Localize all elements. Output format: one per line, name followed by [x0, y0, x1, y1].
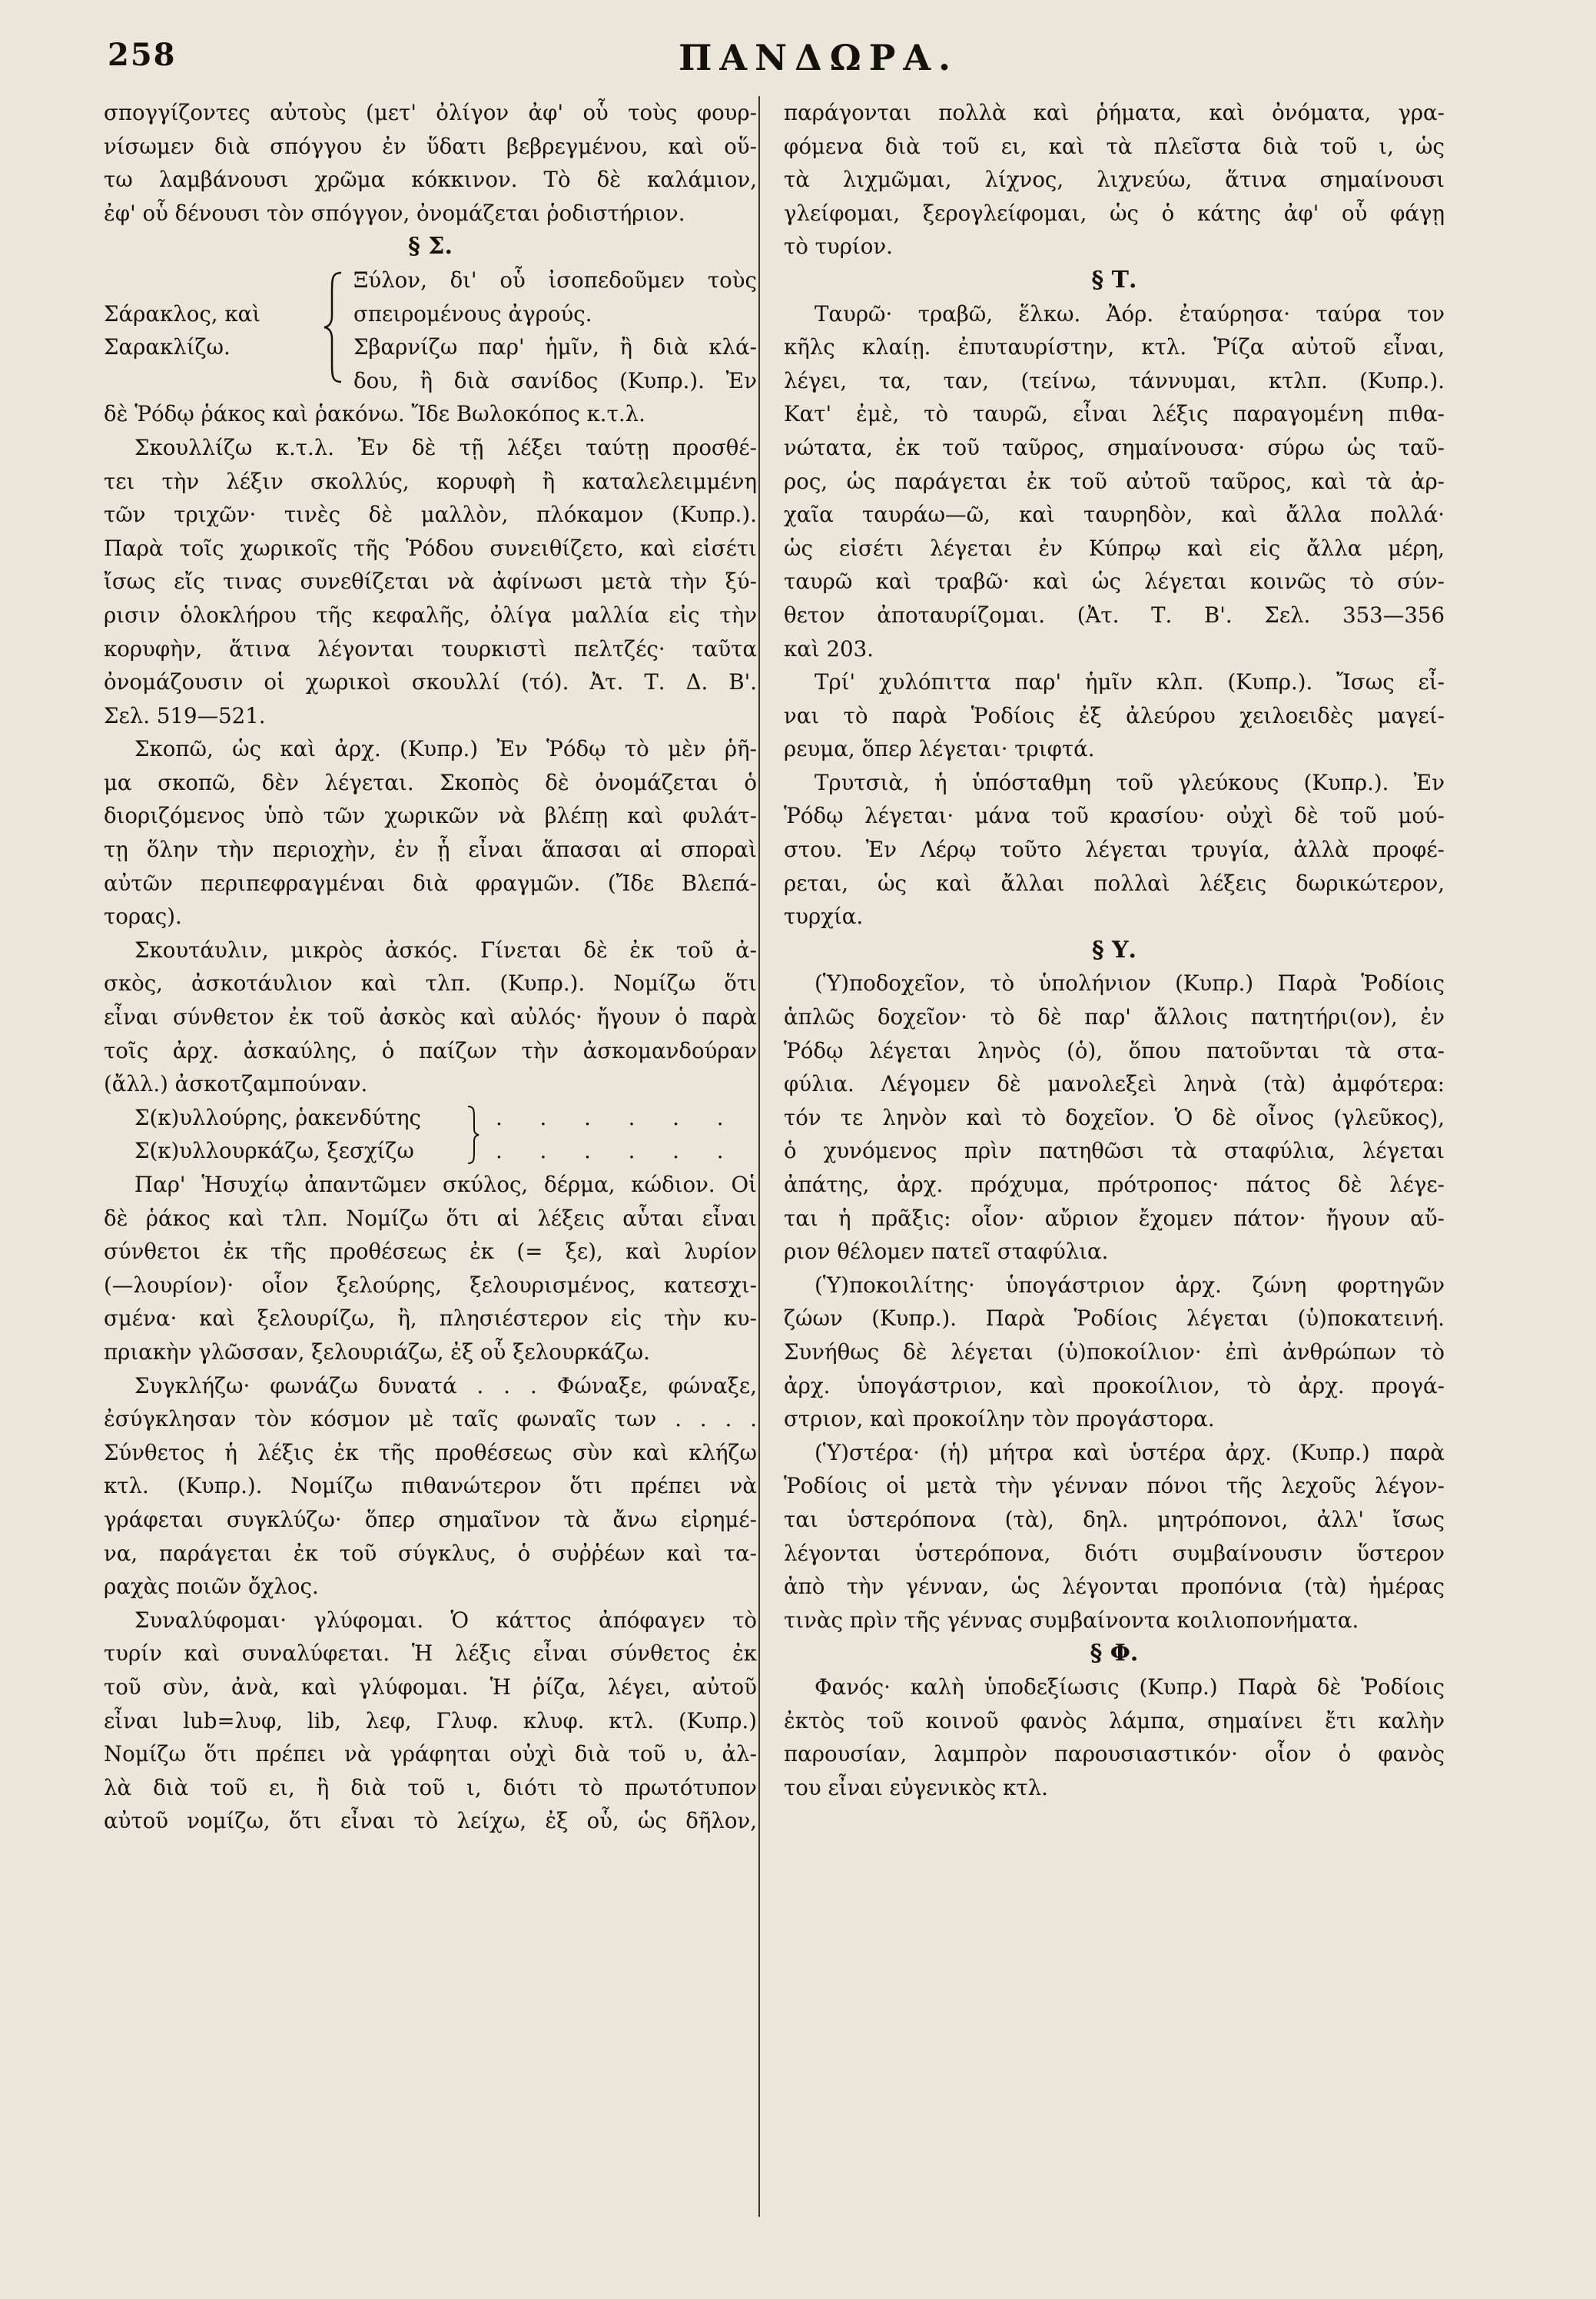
dotted-terms — [134, 1101, 457, 1168]
section-heading-tau: § Τ. — [1091, 266, 1137, 294]
text-line: (Ὑ)στέρα· (ἡ) μήτρα καὶ ὑστέρα ἀρχ. (Κυπρ.) παρὰ — [815, 1439, 1445, 1465]
text-line: Σκουλλίζω κ.τ.λ. Ἐν δὲ τῇ λέξει ταύτῃ προσθέ- — [134, 434, 757, 460]
text-line: του εἶναι εὐγενικὸς κτλ. — [784, 1774, 1048, 1800]
text-line: ὡς εἰσέτι λέγεται ἐν Κύπρῳ καὶ εἰς ἄλλα μέρη, — [784, 535, 1445, 561]
text-line: ἀρχ. ὑπογάστριον, καὶ προκοίλιον, τὸ ἀρχ. προγά- — [784, 1372, 1445, 1398]
dot-leader: . . . . . . — [496, 1104, 739, 1130]
text-line: καὶ 203. — [784, 635, 874, 662]
text-line: στριον, καὶ προκοίλην τὸν προγάστορα. — [784, 1406, 1215, 1432]
text-line: τω λαμβάνουσι χρῶμα κόκκινον. Τὸ δὲ καλάμιον, — [104, 167, 757, 193]
text-line: τυρίν καὶ συναλύφεται. Ἡ λέξις εἶναι σύνθετος ἐκ — [104, 1640, 757, 1667]
brace-definition-line: Σβαρνίζω παρ' ἡμῖν, ἢ διὰ κλά- — [353, 334, 757, 360]
text-line: γράφεται συγκλύζω· ὅπερ σημαῖνον τὰ ἄνω εἰρημέ- — [104, 1506, 757, 1532]
text-line: εἶναι lub=λυφ, lib, λεφ, Γλυφ. κλυφ. κτλ. (Κυπρ.) — [104, 1707, 757, 1733]
section-heading-sigma: § Σ. — [408, 233, 453, 260]
text-line: τόν τε ληνὸν καὶ τὸ δοχεῖον. Ὁ δὲ οἶνος (γλεῦκος), — [784, 1104, 1445, 1130]
right-column — [784, 96, 1445, 1804]
text-line: ρευμα, ὅπερ λέγεται· τριφτά. — [784, 736, 1095, 762]
page-header — [108, 37, 1529, 91]
text-line: Τρυτσιὰ, ἡ ὑπόσταθμη τοῦ γλεύκους (Κυπρ.). Ἐν — [815, 769, 1445, 795]
text-line: δὲ ῥάκος καὶ τλπ. Νομίζω ὅτι αἱ λέξεις αὗται εἶναι — [104, 1205, 757, 1231]
text-line: Σκουτάυλιν, μικρὸς ἀσκός. Γίνεται δὲ ἐκ τοῦ ἀ- — [134, 937, 757, 963]
text-line: νίσωμεν διὰ σπόγγου ἐν ὕδατι βεβρεγμένου, καὶ οὕ- — [104, 133, 757, 159]
text-line: φύλια. Λέγομεν δὲ μανολεξεὶ ληνὰ (τὰ) ἀμφότερα: — [784, 1071, 1445, 1097]
text-line: αὐτοῦ νομίζω, ὅτι εἶναι τὸ λείχω, ἐξ οὗ, ὡς δῆλον, — [104, 1808, 757, 1834]
dotted-entry-skyllouris — [104, 1101, 757, 1168]
text-line: κορυφὴν, ἅτινα λέγονται τουρκιστὶ πελτζές· ταῦτα — [104, 635, 757, 662]
text-line: τοῖς ἀρχ. ἀσκαύλης, ὁ παίζων τὴν ἀσκομανδούραν — [104, 1037, 757, 1063]
text-line: (ἄλλ.) ἀσκοτζαμπούναν. — [104, 1071, 368, 1097]
left-entries-block-b — [104, 1168, 757, 1838]
text-line: πριακὴν γλῶσσαν, ξελουριάζω, ἐξ οὗ ξελουρκάζω. — [104, 1339, 650, 1365]
right-entries-block-a — [784, 96, 1445, 264]
text-line: κτλ. (Κυπρ.). Νομίζω πιθανώτερον ὅτι πρέπει νὰ — [104, 1473, 757, 1499]
text-line: τινὰς πρὶν τῆς γέννας συμβαίνοντα κοιλιοπονήματα. — [784, 1607, 1359, 1633]
text-line: Συναλύφομαι· γλύφομαι. Ὁ κάττος ἀπόφαγεν τὸ — [134, 1607, 757, 1633]
text-line: παράγονται πολλὰ καὶ ῥήματα, καὶ ὀνόματα, γρα- — [784, 100, 1445, 125]
text-line: Σκοπῶ, ὡς καὶ ἀρχ. (Κυπρ.) Ἐν Ῥόδῳ τὸ μὲν ῥῆ- — [134, 736, 757, 762]
text-line: ἴσως εἴς τινας συνεθίζεται νὰ ἀφίνωσι μετὰ τὴν ξύ- — [104, 569, 757, 595]
text-line: ταυρῶ καὶ τραβῶ· καὶ ὡς λέγεται κοινῶς τὸ σύν- — [784, 569, 1445, 595]
text-line: Ταυρῶ· τραβῶ, ἕλκω. Ἀόρ. ἐταύρησα· ταύρα τον — [815, 300, 1445, 327]
text-line: τῃ ὅλην τὴν περιοχὴν, ἐν ᾗ εἶναι ἅπασαι αἱ σποραὶ — [104, 837, 757, 863]
running-title: ΠΑΝΔΩΡΑ. — [678, 37, 959, 78]
column-divider — [758, 96, 760, 2217]
text-line: (—λουρίον)· οἷον ξελούρης, ξελουρισμένος, κατεσχι- — [104, 1272, 757, 1298]
text-line: ναι τὸ παρὰ Ῥοδίοις ἐξ ἀλεύρου χειλοειδὲς μαγεί- — [784, 702, 1445, 728]
text-line: νώτατα, ἐκ τοῦ ταῦρος, σημαίνουσα· σύρω ὡς ταῦ- — [784, 434, 1445, 460]
text-line: Συγκλήζω· φωνάζω δυνατά . . . Φώναξε, φώναξε, — [134, 1372, 757, 1398]
text-line: σπογγίζοντες αὐτοὺς (μετ' ὀλίγον ἀφ' οὗ τοὺς φουρ- — [104, 100, 757, 125]
text-line: ἁπλῶς δοχεῖον· τὸ δὲ παρ' ἄλλοις πατητήρι(ον), ἐν — [784, 1004, 1445, 1030]
text-line: Ῥοδίοις οἱ μετὰ τὴν γένναν πόνοι τῆς λεχοῦς λέγον- — [784, 1473, 1445, 1499]
right-entries-block-d — [784, 1670, 1445, 1804]
right-entries-block-c — [784, 967, 1445, 1637]
text-line: Φανός· καλὴ ὑποδεξίωσις (Κυπρ.) Παρὰ δὲ Ῥοδίοις — [815, 1674, 1445, 1700]
text-line: παρουσίαν, λαμπρὸν παρουσιαστικόν· οἷον ὁ φανὸς — [784, 1741, 1445, 1767]
dotted-term: Σ(κ)υλλουρκάζω, ξεσχίζω — [134, 1138, 414, 1164]
brace-entry-saraklos — [104, 264, 757, 397]
text-line: Συνήθως δὲ λέγεται (ὑ)ποκοίλιον· ἐπὶ ἀνθρώπων τὸ — [784, 1339, 1445, 1365]
text-line: τει τὴν λέξιν σκολλύς, κορυφὴ ἢ καταλελειμμένη — [104, 468, 757, 494]
brace-terms — [104, 297, 327, 364]
text-line: να, παράγεται ἐκ τοῦ σύγκλυς, ὁ συῤῥέων καὶ τα- — [104, 1540, 757, 1566]
text-line: (Ὑ)ποδοχεῖον, τὸ ὑπολήνιον (Κυπρ.) Παρὰ Ῥοδίοις — [815, 970, 1445, 997]
text-line: Κατ' ἐμὲ, τὸ ταυρῶ, εἶναι λέξις παραγομένη πιθα- — [784, 401, 1445, 427]
text-line: ἀπὸ τὴν γένναν, ὡς λέγονται προπόνια (τὰ) ἡμέρας — [784, 1574, 1445, 1600]
text-line: εἶναι σύνθετον ἐκ τοῦ ἀσκὸς καὶ αὐλός· ἤγουν ὁ παρὰ — [104, 1004, 757, 1030]
text-line: ζώων (Κυπρ.). Παρὰ Ῥοδίοις λέγεται (ὑ)ποκατεινή. — [784, 1305, 1445, 1332]
text-line: ραχὰς ποιῶν ὄχλος. — [104, 1574, 319, 1600]
text-line: δὲ Ῥόδῳ ῥάκος καὶ ῥακόνω. Ἴδε Βωλοκόπος κ.τ.λ. — [104, 401, 645, 427]
section-heading-phi: § Φ. — [1090, 1640, 1139, 1667]
text-line: κῆλς κλαίῃ. ἐπυταυρίστην, κτλ. Ῥίζα αὐτοῦ εἶναι, — [784, 334, 1445, 360]
text-line: ρισιν ὁλοκλήρου τῆς κεφαλῆς, ὀλίγα μαλλία εἰς τὴν — [104, 602, 757, 628]
text-line: ἐσύγκλησαν τὸν κόσμον μὲ ταῖς φωναῖς των . . . . — [104, 1406, 757, 1432]
left-entries-block-a — [104, 397, 757, 1100]
brace-definition-line: σπειρομένους ἀγρούς. — [353, 300, 592, 327]
text-line: λέγονται ὑστερόπονα, διότι συμβαίνουσιν ὕστερον — [784, 1540, 1445, 1566]
text-line: διοριζόμενος ὑπὸ τῶν χωρικῶν νὰ βλέπῃ καὶ φυλάτ- — [104, 803, 757, 829]
text-line: τῶν τριχῶν· τινὲς δὲ μαλλὸν, πλόκαμον (Κυπρ.). — [104, 502, 757, 528]
text-line: Τρί' χυλόπιττα παρ' ἡμῖν κλπ. (Κυπρ.). Ἴσως εἶ- — [815, 669, 1445, 695]
text-line: ρος, ὡς παράγεται ἐκ τοῦ αὐτοῦ ταῦρος, καὶ τὰ ἀρ- — [784, 468, 1445, 494]
text-line: τὸ τυρίον. — [784, 234, 893, 260]
text-line: Σελ. 519—521. — [104, 702, 266, 728]
text-line: σκὸς, ἀσκοτάυλιον καὶ τλπ. (Κυπρ.). Νομίζω ὅτι — [104, 970, 757, 997]
curly-brace-icon — [321, 270, 346, 385]
text-line: ρεται, ὡς καὶ ἄλλαι πολλαὶ λέξεις δωρικώτερον, — [784, 870, 1445, 896]
left-column — [104, 96, 757, 1838]
right-entries-block-b — [784, 297, 1445, 934]
text-line: ἐφ' οὗ δένουσι τὸν σπόγγον, ὀνομάζεται ῥοδιστήριον. — [104, 200, 685, 226]
text-line: Παρὰ τοῖς χωρικοῖς τῆς Ῥόδου συνειθίζετο, καὶ εἰσέτι — [104, 535, 757, 561]
text-line: ται ἡ πρᾶξις: οἷον· αὔριον ἔχομεν πάτον· ἤγουν αὔ- — [784, 1205, 1445, 1231]
text-line: σμένα· καὶ ξελουρίζω, ἢ, πλησιέστερον εἰς τὴν κυ- — [104, 1305, 757, 1332]
dot-leader: . . . . . . — [496, 1138, 739, 1164]
text-line: ται ὑστερόπονα (τὰ), δηλ. μητρόπονοι, ἀλλ' ἴσως — [784, 1506, 1445, 1532]
text-line: χαῖα ταυράω—ῶ, καὶ ταυρηδὸν, καὶ ἄλλα πολλά· — [784, 502, 1445, 528]
text-line: (Ὑ)ποκοιλίτης· ὑπογάστριον ἀρχ. ζώνη φορτηγῶν — [815, 1272, 1445, 1298]
text-line: φόμενα διὰ τοῦ ει, καὶ τὰ πλεῖστα διὰ τοῦ ι, ὡς — [784, 133, 1445, 159]
text-line: μα σκοπῶ, δὲν λέγεται. Σκοπὸς δὲ ὀνομάζεται ὁ — [104, 769, 757, 795]
page-number: 258 — [108, 37, 177, 73]
section-heading-upsilon: § Υ. — [1092, 936, 1136, 964]
text-line: Παρ' Ἡσυχίῳ ἀπαντῶμεν σκύλος, δέρμα, κώδιον. Οἱ — [134, 1172, 757, 1198]
dotted-leaders — [496, 1101, 757, 1168]
text-line: Νομίζω ὅτι πρέπει νὰ γράφηται οὐχὶ διὰ τοῦ υ, ἀλ- — [104, 1741, 757, 1767]
text-line: τὰ λιχμῶμαι, λίχνος, λιχνεύω, ἅτινα σημαίνουσι — [784, 167, 1445, 193]
dotted-term: Σ(κ)υλλούρης, ῥακενδύτης — [134, 1104, 421, 1130]
brace-term: Σαρακλίζω. — [104, 334, 231, 360]
brace-term: Σάρακλος, καὶ — [104, 300, 261, 327]
text-line: ἀπάτης, ἀρχ. πρόχυμα, πρότροπος· πάτος δὲ λέγε- — [784, 1172, 1445, 1197]
curly-brace-icon — [465, 1104, 482, 1166]
text-line: τορας). — [104, 904, 182, 930]
text-line: ὁ χυνόμενος πρὶν πατηθῶσι τὰ σταφύλια, λέγεται — [784, 1138, 1445, 1164]
left-intro-paragraph — [104, 96, 757, 230]
text-line: αὐτῶν περιπεφραγμέναι διὰ φραγμῶν. (Ἴδε Βλεπά- — [104, 870, 757, 896]
text-line: Σύνθετος ἡ λέξις ἐκ τῆς προθέσεως σὺν καὶ κλήζω — [104, 1439, 757, 1465]
brace-definition-line: Ξύλον, δι' οὗ ἰσοπεδοῦμεν τοὺς — [353, 267, 757, 293]
brace-definition — [353, 264, 757, 397]
text-line: ἐκτὸς τοῦ κοινοῦ φανὸς λάμπα, σημαίνει ἔτι καλὴν — [784, 1707, 1445, 1733]
text-line: τυρχία. — [784, 904, 864, 930]
text-line: γλείφομαι, ξερογλείφομαι, ὡς ὁ κάτης ἀφ' οὗ φάγῃ — [784, 200, 1445, 226]
text-line: τοῦ σὺν, ἀνὰ, καὶ γλύφομαι. Ἡ ῥίζα, λέγει, αὐτοῦ — [104, 1674, 757, 1700]
text-line: λέγει, τα, ταν, (τείνω, τάννυμαι, κτλπ. (Κυπρ.). — [784, 367, 1445, 393]
text-line: σύνθετοι ἐκ τῆς προθέσεως ἐκ (= ξε), καὶ λυρίον — [104, 1239, 757, 1265]
text-line: Ῥόδῳ λέγεται· μάνα τοῦ κρασίου· οὐχὶ δὲ τοῦ μού- — [784, 803, 1445, 829]
text-line: λὰ διὰ τοῦ ει, ἢ διὰ τοῦ ι, διότι τὸ πρωτότυπον — [104, 1774, 757, 1800]
brace-definition-line: δου, ἢ διὰ σανίδος (Κυπρ.). Ἐν — [353, 367, 757, 393]
text-line: θετον ἀποταυρίζομαι. (Ἀτ. Τ. Β'. Σελ. 353—356 — [784, 602, 1445, 628]
text-line: Ῥόδῳ λέγεται ληνὸς (ὁ), ὅπου πατοῦνται τὰ στα- — [784, 1037, 1445, 1063]
text-line: ὀνομάζουσιν οἱ χωρικοὶ σκουλλί (τό). Ἀτ. Τ. Δ. Β'. — [104, 669, 757, 695]
text-line: ριον θέλομεν πατεῖ σταφύλια. — [784, 1239, 1109, 1265]
text-line: στου. Ἐν Λέρῳ τοῦτο λέγεται τρυγία, ἀλλὰ προφέ- — [784, 837, 1445, 863]
